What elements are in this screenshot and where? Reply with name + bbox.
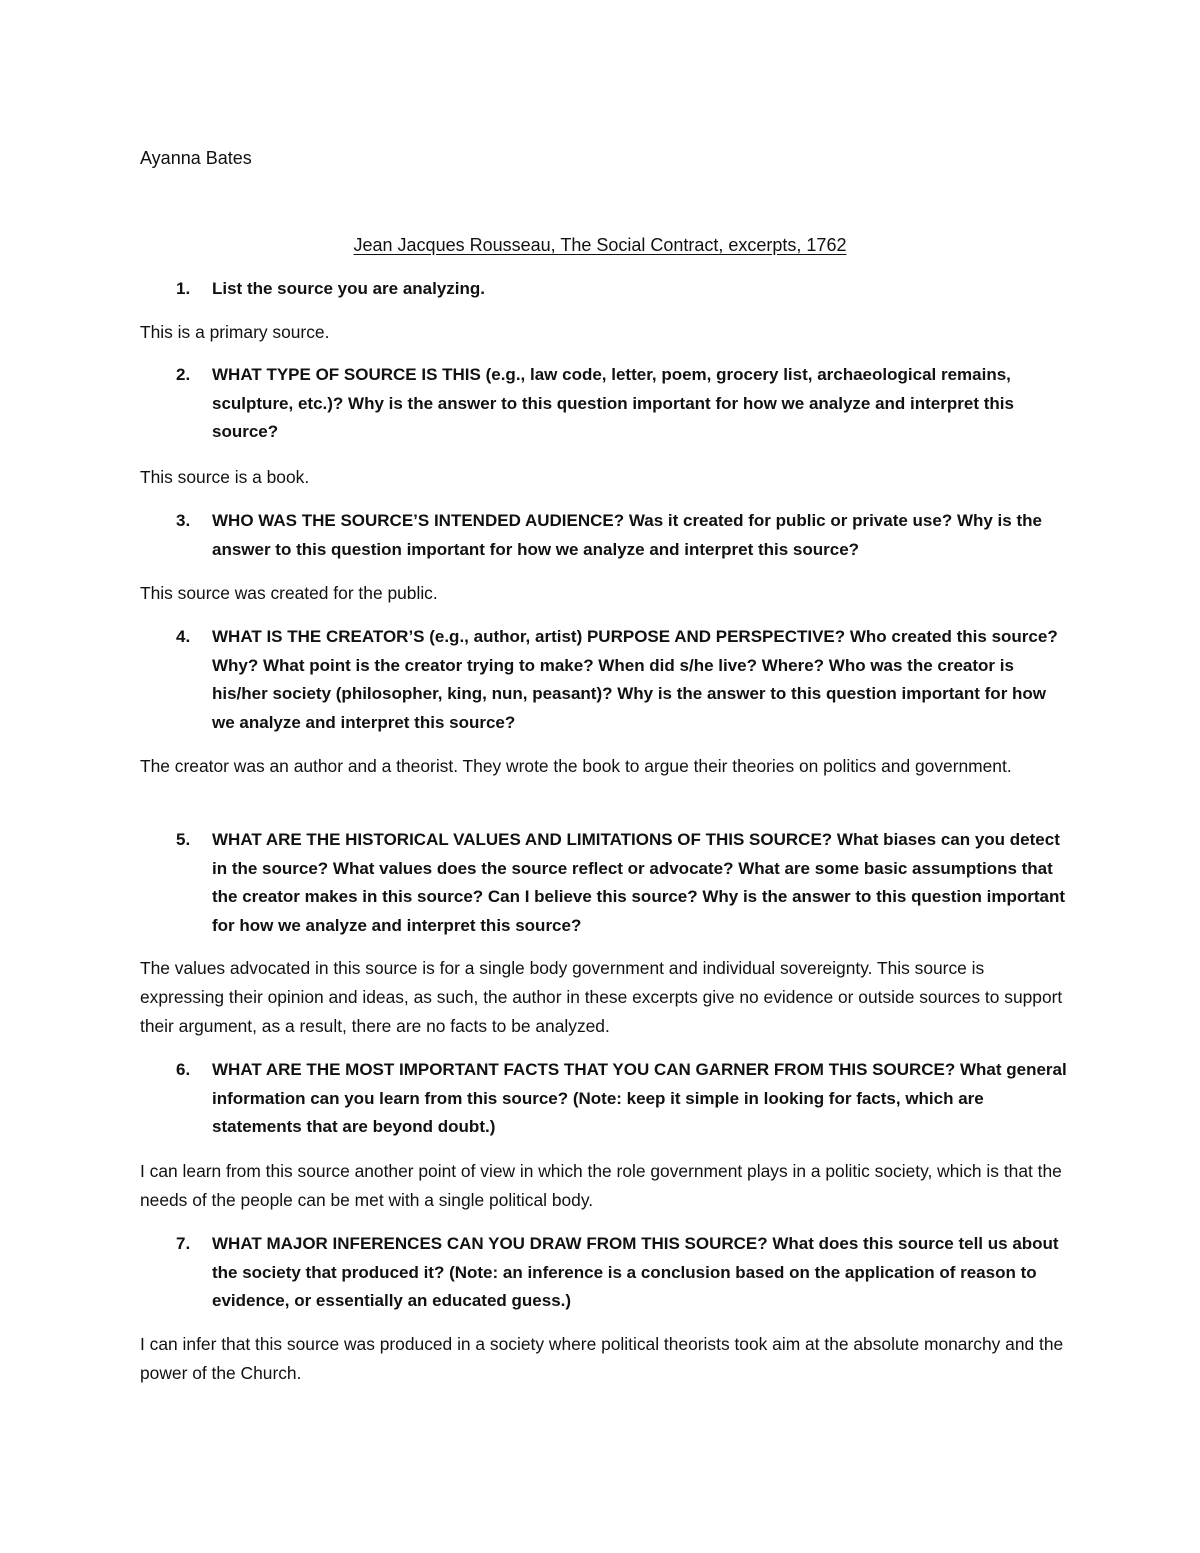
question-number: 6.: [176, 1060, 191, 1079]
answer-1: This is a primary source.: [140, 322, 330, 342]
question-item-4: [140, 623, 1070, 737]
question-body: List the source you are analyzing.: [212, 279, 486, 298]
question-body: (e.g., law code, letter, poem, grocery list, archaeological remains, sculpture, etc.)? Why is the answer to this question important for how we analyze and interpret this source?: [212, 365, 1014, 441]
question-heading: WHAT MAJOR INFERENCES CAN YOU DRAW FROM THIS SOURCE?: [212, 1234, 768, 1253]
question-text: [140, 1056, 1070, 1142]
question-item-3: [140, 507, 1070, 564]
question-text: [140, 361, 1070, 447]
question-heading: WHAT IS THE CREATOR’S: [212, 627, 425, 646]
question-item-1: [140, 275, 1070, 304]
question-number: 7.: [176, 1234, 191, 1253]
question-number: 1.: [176, 279, 191, 298]
answer-4: The creator was an author and a theorist. They wrote the book to argue their theories on politics and government.: [140, 756, 1012, 776]
question-item-6: [140, 1056, 1070, 1142]
document-title: [0, 233, 1200, 257]
question-heading: WHO WAS THE SOURCE’S INTENDED AUDIENCE?: [212, 511, 625, 530]
question-item-2: [140, 361, 1070, 447]
question-number: 4.: [176, 627, 191, 646]
question-heading: WHAT ARE THE HISTORICAL VALUES AND LIMITATIONS OF THIS SOURCE?: [212, 830, 833, 849]
question-item-7: [140, 1230, 1070, 1316]
question-item-5: [140, 826, 1070, 940]
question-text: [140, 623, 1070, 737]
question-number: 5.: [176, 830, 191, 849]
answer-7: I can infer that this source was produced in a society where political theorists took aim at the absolute monarchy and the power of the Church.: [140, 1334, 1064, 1383]
question-text: [140, 275, 1070, 304]
question-body: Was it created for public or private use? Why is the answer to this question important for how we analyze and interpret this source?: [212, 511, 1042, 559]
question-text: [140, 826, 1070, 940]
question-body: (e.g., author, artist) PURPOSE AND PERSPECTIVE? Who created this source? Why? What point is the creator trying to make? When did s/he live? Where? Who was the creator is his/her society (philosopher, king, nun, peasant)? Why is the answer to this question important for how we analyze and interpret this source?: [212, 627, 1058, 732]
question-number: 2.: [176, 365, 191, 384]
question-heading: WHAT TYPE OF SOURCE IS THIS: [212, 365, 481, 384]
question-number: 3.: [176, 511, 191, 530]
answer-5: The values advocated in this source is for a single body government and individual sovereignty. This source is expressing their opinion and ideas, as such, the author in these excerpts give no evidence or outside sources to support their argument, as a result, there are no facts to be analyzed.: [140, 958, 1063, 1036]
author-name: Ayanna Bates: [140, 148, 252, 168]
question-text: [140, 1230, 1070, 1316]
question-heading: WHAT ARE THE MOST IMPORTANT FACTS THAT YOU CAN GARNER FROM THIS SOURCE?: [212, 1060, 956, 1079]
question-text: [140, 507, 1070, 564]
question-body: What biases can you detect in the source? What values does the source reflect or advocate? What are some basic assumptions that the creator makes in this source? Can I believe this source? Why is the answer to this question important for how we analyze and interpret this source?: [212, 830, 1066, 935]
question-body: What does this source tell us about the society that produced it? (Note: an inference is a conclusion based on the application of reason to evidence, or essentially an educated guess.): [212, 1234, 1059, 1310]
answer-6: I can learn from this source another point of view in which the role government plays in a politic society, which is that the needs of the people can be met with a single political body.: [140, 1161, 1062, 1210]
answer-2: This source is a book.: [140, 467, 310, 487]
question-body: What general information can you learn from this source? (Note: keep it simple in looking for facts, which are statements that are beyond doubt.): [212, 1060, 1067, 1136]
answer-3: This source was created for the public.: [140, 583, 438, 603]
document-title-text: Jean Jacques Rousseau, The Social Contract, excerpts, 1762: [353, 235, 847, 255]
